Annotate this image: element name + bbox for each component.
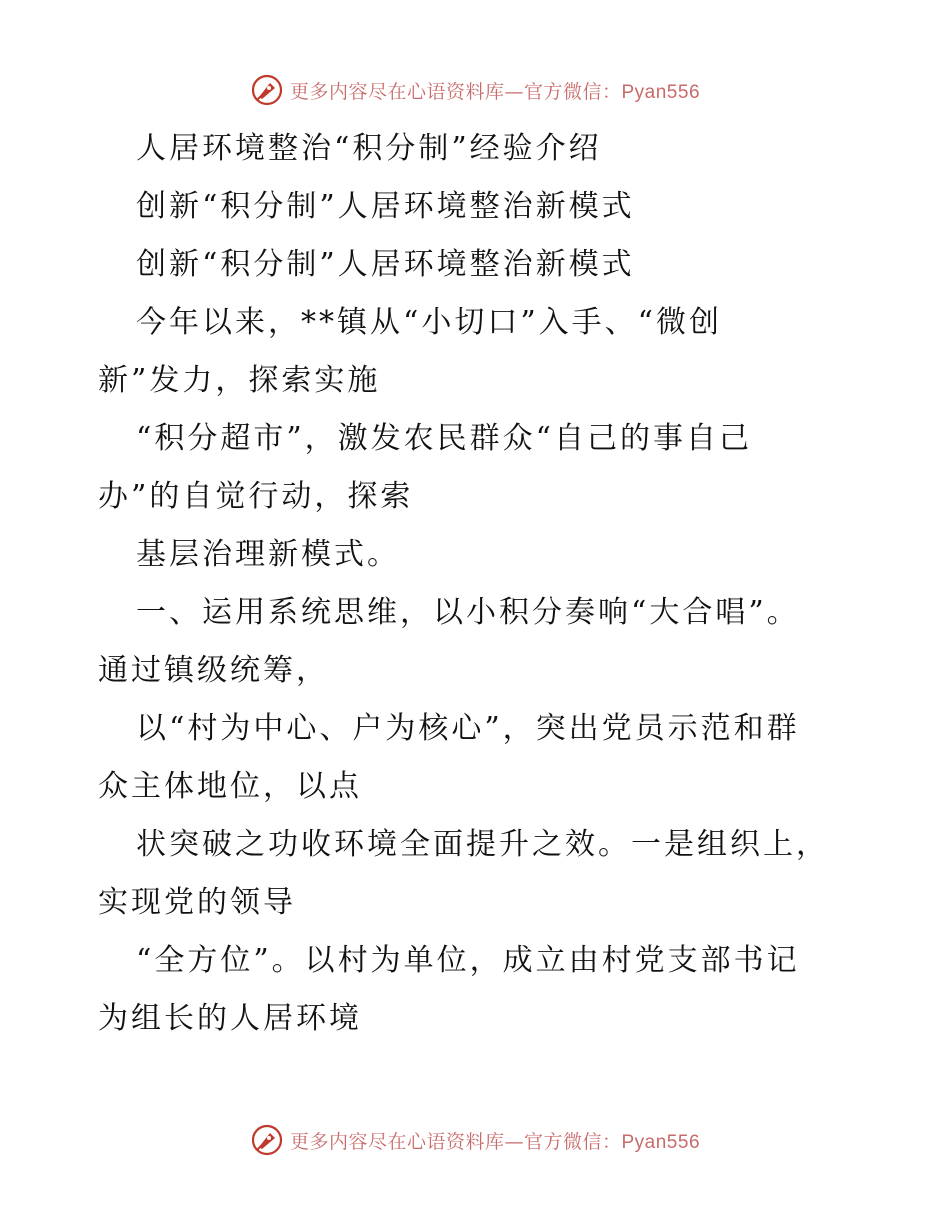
document-subtitle: 创新“积分制”人居环境整治新模式 xyxy=(136,189,635,224)
paragraph-line: “积分超市”，激发农民群众“自己的事自己 xyxy=(136,421,753,456)
watermark-separator: — xyxy=(504,1130,524,1153)
watermark-text xyxy=(290,1127,700,1154)
paragraph-line: 实现党的领导 xyxy=(98,885,296,920)
pen-nib-logo-icon xyxy=(250,1123,284,1157)
paragraph-line: “全方位”。以村为单位，成立由村党支部书记 xyxy=(136,943,800,978)
document-body xyxy=(98,120,868,1048)
paragraph-line: 为组长的人居环境 xyxy=(98,1001,362,1036)
document-subtitle-repeat: 创新“积分制”人居环境整治新模式 xyxy=(136,247,635,282)
paragraph-line: 状突破之功收环境全面提升之效。一是组织上， xyxy=(136,827,829,862)
watermark-wechat-label: 官方微信： xyxy=(523,80,622,103)
watermark-header xyxy=(0,70,950,110)
paragraph-line: 新”发力，探索实施 xyxy=(98,363,381,398)
watermark-site-name: 更多内容尽在心语资料库 xyxy=(289,1130,505,1153)
document-title: 人居环境整治“积分制”经验介绍 xyxy=(136,131,602,166)
watermark-footer xyxy=(0,1120,950,1160)
watermark-separator: — xyxy=(504,80,524,103)
watermark-site-name: 更多内容尽在心语资料库 xyxy=(289,80,505,103)
paragraph-line: 以“村为中心、户为核心”，突出党员示范和群 xyxy=(136,711,800,746)
watermark-wechat-id: Pyan556 xyxy=(621,1131,701,1153)
section-heading-line: 一、运用系统思维，以小积分奏响“大合唱”。 xyxy=(136,595,800,630)
watermark-wechat-label: 官方微信： xyxy=(523,1130,622,1153)
paragraph-line: 基层治理新模式。 xyxy=(136,537,400,572)
watermark-wechat-id: Pyan556 xyxy=(621,81,701,103)
paragraph-line: 通过镇级统筹， xyxy=(98,653,329,688)
watermark-text xyxy=(290,77,700,104)
pen-nib-logo-icon xyxy=(250,73,284,107)
paragraph-line: 众主体地位，以点 xyxy=(98,769,362,804)
paragraph-line: 今年以来，**镇从“小切口”入手、“微创 xyxy=(136,305,723,340)
paragraph-line: 办”的自觉行动，探索 xyxy=(98,479,414,514)
